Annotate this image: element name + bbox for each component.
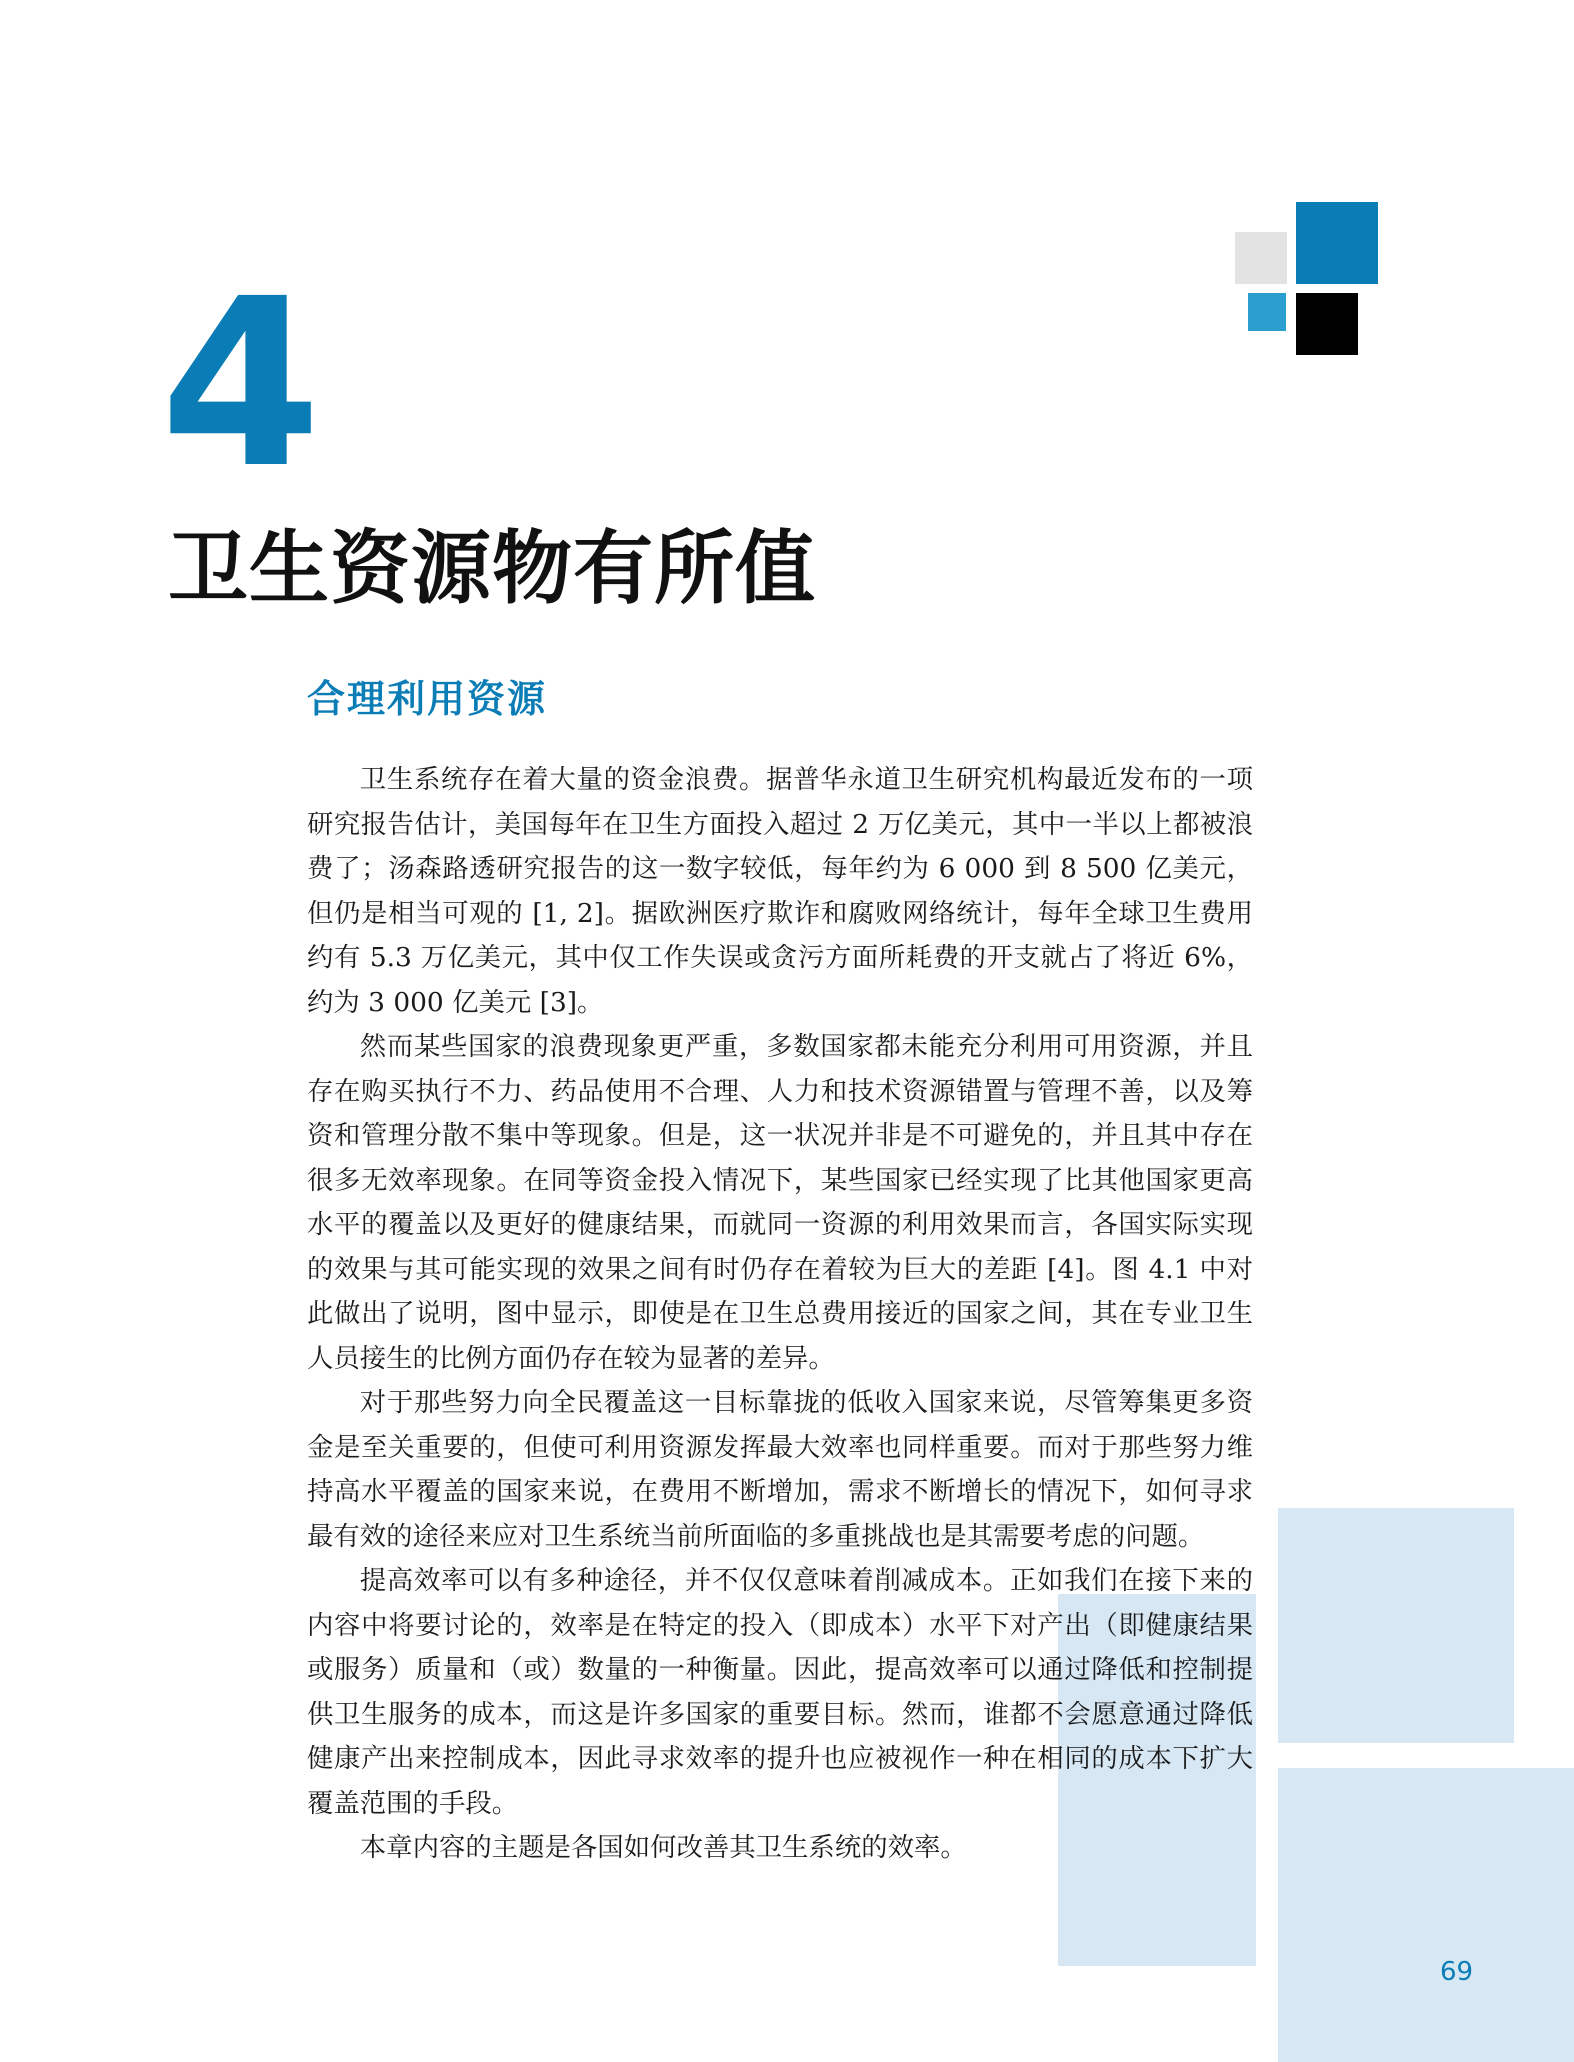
decorative-light-blue-square	[1248, 293, 1286, 331]
paragraph: 提高效率可以有多种途径，并不仅仅意味着削减成本。正如我们在接下来的内容中将要讨论的，效率是在特定的投入（即成本）水平下对产出（即健康结果或服务）质量和（或）数量的一种衡量。因此，提高效率可以通过降低和控制提供卫生服务的成本，而这是许多国家的重要目标。然而，谁都不会愿意通过降低健康产出来控制成本，因此寻求效率的提升也应被视作一种在相同的成本下扩大覆盖范围的手段。	[307, 1565, 1253, 1819]
page-number: 69	[1440, 1957, 1474, 1987]
section-heading: 合理利用资源	[307, 677, 548, 721]
body-text	[307, 758, 1253, 1871]
paragraph: 对于那些努力向全民覆盖这一目标靠拢的低收入国家来说，尽管筹集更多资金是至关重要的，但使可利用资源发挥最大效率也同样重要。而对于那些努力维持高水平覆盖的国家来说，在费用不断增加，需求不断增长的情况下，如何寻求最有效的途径来应对卫生系统当前所面临的多重挑战也是其需要考虑的问题。	[307, 1387, 1253, 1552]
paragraph: 然而某些国家的浪费现象更严重，多数国家都未能充分利用可用资源，并且存在购买执行不力、药品使用不合理、人力和技术资源错置与管理不善，以及筹资和管理分散不集中等现象。但是，这一状况并非是不可避免的，并且其中存在很多无效率现象。在同等资金投入情况下，某些国家已经实现了比其他国家更高水平的覆盖以及更好的健康结果，而就同一资源的利用效果而言，各国实际实现的效果与其可能实现的效果之间有时仍存在着较为巨大的差距 [4]。图 4.1 中对此做出了说明，图中显示，即使是在卫生总费用接近的国家之间，其在专业卫生人员接生的比例方面仍存在较为显著的差异。	[307, 1031, 1253, 1374]
decorative-grey-square	[1235, 232, 1287, 284]
decorative-black-square	[1296, 293, 1358, 355]
chapter-title: 卫生资源物有所值	[168, 521, 816, 615]
decorative-panel-bottom	[1278, 1768, 1574, 2062]
chapter-number: 4	[160, 249, 318, 519]
paragraph: 本章内容的主题是各国如何改善其卫生系统的效率。	[359, 1832, 967, 1863]
decorative-panel-top	[1278, 1508, 1514, 1743]
paragraph: 卫生系统存在着大量的资金浪费。据普华永道卫生研究机构最近发布的一项研究报告估计，美国每年在卫生方面投入超过 2 万亿美元，其中一半以上都被浪费了；汤森路透研究报告的这一数字较低，每年约为 6 000 到 8 500 亿美元，但仍是相当可观的 [1, 2]。据欧洲医疗欺诈和腐败网络统计，每年全球卫生费用约有 5.3 万亿美元，其中仅工作失误或贪污方面所耗费的开支就占了将近 6%，约为 3 000 亿美元 [3]。	[307, 764, 1253, 1018]
decorative-blue-square	[1296, 202, 1378, 284]
